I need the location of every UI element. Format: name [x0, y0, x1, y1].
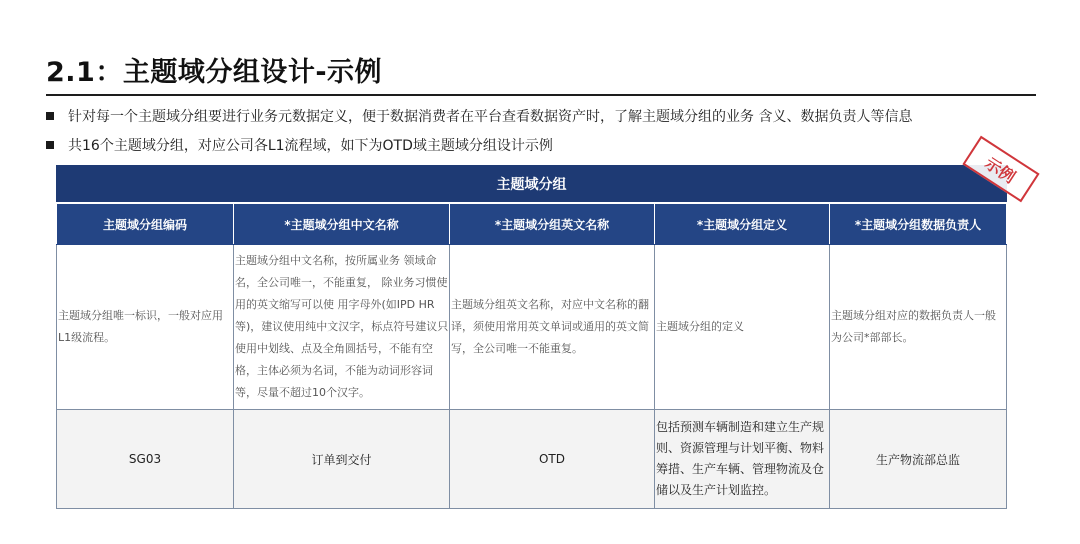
desc-cell-cn-name: 主题域分组中文名称，按所属业务 领域命名，全公司唯一，不能重复， 除业务习惯使用的英文缩写可以使 用字母外(如IPD HR等)，建议使用纯中文汉字，标点符号建议只使用中划线、点及全角圆括号，不能有空格，主体必须为名词，不能为动词形容词等，尽量不超过10个汉字。 [234, 245, 450, 410]
square-bullet-icon [46, 112, 54, 120]
bullet-item-1 [46, 106, 912, 126]
desc-cell-en-name: 主题域分组英文名称，对应中文名称的翻译，须使用常用英文单词或通用的英文简写，全公司唯一不能重复。 [450, 245, 655, 410]
desc-cell-code: 主题域分组唯一标识，一般对应用L1级流程。 [57, 245, 234, 410]
bullet-text-1: 针对每一个主题域分组要进行业务元数据定义，便于数据消费者在平台查看数据资产时，了解主题域分组的业务 含义、数据负责人等信息 [68, 109, 913, 125]
column-header-cn-name: *主题域分组中文名称 [234, 203, 450, 245]
bullet-item-2 [46, 135, 553, 155]
subject-domain-group-table [56, 165, 1007, 509]
table-row-description [57, 245, 1007, 410]
column-header-en-name: *主题域分组英文名称 [450, 203, 655, 245]
example-cell-owner: 生产物流部总监 [830, 410, 1007, 509]
example-cell-en-name: OTD [450, 410, 655, 509]
example-cell-code: SG03 [57, 410, 234, 509]
table-row-example [57, 410, 1007, 509]
column-header-code: 主题域分组编码 [57, 203, 234, 245]
title-divider [46, 94, 1036, 96]
square-bullet-icon [46, 141, 54, 149]
example-cell-cn-name: 订单到交付 [234, 410, 450, 509]
table-title: 主题域分组 [57, 166, 1007, 204]
desc-cell-definition: 主题域分组的定义 [655, 245, 830, 410]
desc-cell-owner: 主题域分组对应的数据负责人一般为公司*部部长。 [830, 245, 1007, 410]
column-header-definition: *主题域分组定义 [655, 203, 830, 245]
column-header-owner: *主题域分组数据负责人 [830, 203, 1007, 245]
bullet-text-2: 共16个主题域分组，对应公司各L1流程域，如下为OTD域主题域分组设计示例 [68, 138, 553, 154]
page-title: 2.1：主题域分组设计-示例 [46, 57, 383, 88]
example-stamp: 示例 [962, 136, 1039, 203]
example-cell-definition: 包括预测车辆制造和建立生产规则、资源管理与计划平衡、物料筹措、生产车辆、管理物流及仓储以及生产计划监控。 [655, 410, 830, 509]
